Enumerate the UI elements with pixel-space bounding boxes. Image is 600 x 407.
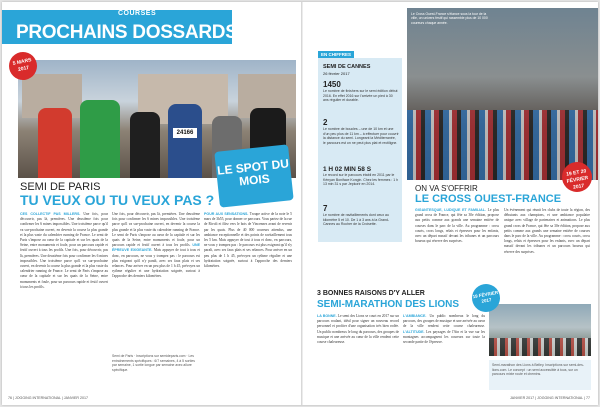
date-badge: 5 MARS 2017 <box>6 49 39 82</box>
article-kicker: SEMI DE PARIS <box>20 181 101 193</box>
article-credits: Semi de Paris · Inscriptions sur semideparis.com · Les entraînements spécifiques : 6/7 semaines, 4 à 5 sorties par semaine, 1 sortie longue par semaine avec allure spécifique. <box>112 354 195 372</box>
stat-value: 7 <box>323 204 328 213</box>
column-text: Un public nombreux le long du parcours, des groupes de musique et une arrivée au cœur de la ville rendent cette course chaleureuse. <box>403 314 485 329</box>
footer-folio: 76 | JOGGING INTERNATIONAL | JANVIER 2017 <box>8 396 88 400</box>
column-text: Les paysages de l'Ain et la vue sur les montagnes accompagnent les coureurs sur toute la seconde partie de l'épreuve. <box>403 329 485 345</box>
column-text: Une fois, pour découvrir, pas là, premières. Une deuxième fois pour confirmer les 6 mines impossibles. Une troisième parce qu'il va sur-prochaine ouvert, en devenir la course la plus grande et la plus vaste du calendrier running de France. Le semi de Paris s'impose au cœur de la capitale et sur les quais de la Seine, entre monuments et foule, pour un parcours rapide et festif ouvert à tous les profils. <box>20 212 108 253</box>
stat-text: Le record sur le parcours établi en 2011 par le Kényan Boniface Kongin. Chez les femmes : 1 h 13 min 31 s par Jepkorir en 2014. <box>323 173 399 187</box>
column-text: Le plus grand cross de France, qui fête sa 30e édition, propose aux petits comme aux grands une semaine entière de courses dans le parc de la ville. Au programme : cross courts, cross longs, relais et épreuves pour les enfants, avec un départ massif devant les tribunes et un parcours boueux qui réserve des surprises. <box>504 218 590 254</box>
photo-caption: Le Cross Ouest-France s'élance sous la tour de la ville, un univers festif qui rassemble plus de 10 000 coureurs chaque année. <box>411 12 488 25</box>
lions-title: SEMI-MARATHON DES LIONS <box>317 299 460 310</box>
cross-column-1 <box>415 208 499 294</box>
lions-kicker: 3 BONNES RAISONS D'Y ALLER <box>317 290 425 297</box>
magazine-spread <box>2 2 598 405</box>
date-badge: 19 ET 20 FÉVRIER 2017 <box>560 160 595 195</box>
cross-ouest-france-photo <box>407 8 598 180</box>
stats-sidebar <box>318 52 402 242</box>
stats-heading: SEMI DE CANNES <box>323 64 371 70</box>
stat-value: 2 <box>323 118 328 127</box>
column-text: Une fois, pour découvrir, pas là, premières. Une deuxième fois pour confirmer les 6 mines impossibles. Une troisième parce qu'il va sur-prochaine ouvert, en devenir la course la plus grande et la plus vaste du calendrier running de France. Le semi de Paris s'impose au cœur de la capitale et sur les quais de la Seine, entre monuments et foule, pour un parcours rapide et festif ouvert à tous les profils. <box>20 248 108 289</box>
footer-folio: JANVIER 2017 | JOGGING INTERNATIONAL | 77 <box>510 396 590 400</box>
cross-kicker: ON VA S'OFFRIR <box>415 184 478 193</box>
stat-text: Le nombre de finishers sur le semi édition début 2016. En effet 2016 sur l'arrivée un pied à 30 ans régulier et durable. <box>323 89 398 103</box>
stat-text: Le nombre de ravitaillements dont ceux au kilomètre 5 et 10. De 1 à 3 ans à la Grand-Cannes au Rocher de la Croisette. <box>323 213 390 227</box>
spot-du-mois-badge: LE SPOT DU MOIS <box>214 144 293 207</box>
article-column-3 <box>204 212 292 392</box>
runner-figure <box>38 108 72 178</box>
column-text: Un évènement qui réunit les clubs de toute la région, des débutants aux champions, et une ambiance populaire unique avec village de partenaires et animations. <box>504 208 590 223</box>
stat-item <box>323 204 399 227</box>
column-text: Le semi des Lions se court en 2017 sur un parcours roulant, idéal pour signer un nouveau record personnel et profiter d'une organisation très bien rodée. <box>317 314 399 329</box>
column-lead: L'AMBIANCE. <box>403 314 430 318</box>
column-lead: GIGANTESQUE, LUDIQUE ET FAMILIAL. <box>415 208 488 212</box>
lions-column-2 <box>403 314 485 392</box>
column-text: Une fois, pour découvrir, pas là, premières. Une deuxième fois pour confirmer les 6 mines impossibles. Une troisième parce qu'il va sur-prochaine ouvert, en devenir la course la plus grande et la plus vaste du calendrier running de France. Le semi de Paris s'impose au cœur de la capitale et sur les quais de la Seine, entre monuments et foule, pour un parcours rapide et festif ouvert à tous les profils. <box>112 212 200 248</box>
stat-item <box>323 80 399 103</box>
stat-value: 1 H 02 MIN 58 S <box>323 166 372 173</box>
runner-figure <box>168 104 202 178</box>
race-bib: 24166 <box>173 128 197 138</box>
runners-crowd <box>489 338 591 356</box>
lions-column-1 <box>317 314 399 392</box>
date-badge: 19 FÉVRIER 2017 <box>470 282 502 314</box>
inset-info-box <box>489 360 591 390</box>
column-text: Troupe active de la note le 5 mars de 3h55, pour donner ce parcours. Vous partez de la rue de Rivoli et filez vers le bois de Vincennes avant de revenir par les quais. Plus de 40 000 coureurs attendus, une ambiance exceptionnelle et des points de ravitaillement tous les 5 km. <box>204 212 292 243</box>
article-title: TU VEUX OU TU VEUX PAS ? <box>20 192 215 208</box>
column-text: Un public nombreux le long du parcours, des groupes de musique et une arrivée au cœur de la ville rendent cette course chaleureuse. <box>317 329 399 345</box>
article-column-1 <box>20 212 108 394</box>
column-text: Le plus grand cross de France, qui fête sa 30e édition, propose aux petits comme aux grands une semaine entière de courses dans le parc de la ville. Au programme : cross courts, cross longs, relais et épreuves pour les enfants, avec un départ massif devant les tribunes et un parcours boueux qui réserve des surprises. <box>415 208 499 244</box>
column-text: Mais appuyer de tout à tous et donc, en parcours, ne vous y trompez pas : le parcours est plus exigeant qu'il n'y paraît, avec ses faux plats et ses relances. Pour arriver en un peu plus de 1 h 45, prévoyez un rythme régulier et une hydratation soignée, surtout à l'approche des derniers kilomètres. <box>112 248 200 279</box>
inset-text: Semi-marathon des Lions à Belley. Inscriptions sur semi-des-lions.com. Le concept : un semi accessible à tous, sur un parcours mixte route et chemins. <box>492 363 584 377</box>
rubric-label: COURSES <box>118 10 157 17</box>
column-text: Mais appuyer de tout à tous et donc, en parcours, ne vous y trompez pas : le parcours est plus exigeant qu'il n'y paraît, avec ses faux plats et ses relances. Pour arriver en un peu plus de 1 h 45, prévoyez un rythme régulier et une hydratation soignée, surtout à l'approche des derniers kilomètres. <box>204 238 292 269</box>
column-lead: POUR AUX SENSATIONS. <box>204 212 250 216</box>
runner-figure <box>130 112 160 178</box>
stat-value: 1450 <box>323 80 341 89</box>
gutter <box>301 2 303 405</box>
stats-date: 26 février 2017 <box>323 71 350 76</box>
stat-text: Le nombre de boucles – une de 10 km et une d'un peu plus de 11 km – à effectuer pour couvrir la distance du semi. Longeant la Méditerranée, le parcours est on ne peut plus plat et rectiligne. <box>323 127 399 145</box>
runner-figure <box>80 100 120 178</box>
lions-race-photo <box>489 304 591 356</box>
cross-column-2 <box>504 208 590 284</box>
column-lead: LA BONNE. <box>317 314 338 318</box>
stats-tag: EN CHIFFRES <box>318 51 354 58</box>
column-lead: UNE ÉPREUVE EXIGEANTE. <box>112 243 200 253</box>
cross-title: LE CROSS OUEST-FRANCE <box>415 193 562 205</box>
article-column-2 <box>112 212 200 340</box>
stat-item <box>323 166 399 187</box>
page-title: PROCHAINS DOSSARDS <box>16 22 238 43</box>
stat-item <box>323 118 399 145</box>
column-lead: L'ALTITUDE. <box>403 329 427 334</box>
column-lead: CES COLLECTIF PAS MILLERS. <box>20 212 84 216</box>
